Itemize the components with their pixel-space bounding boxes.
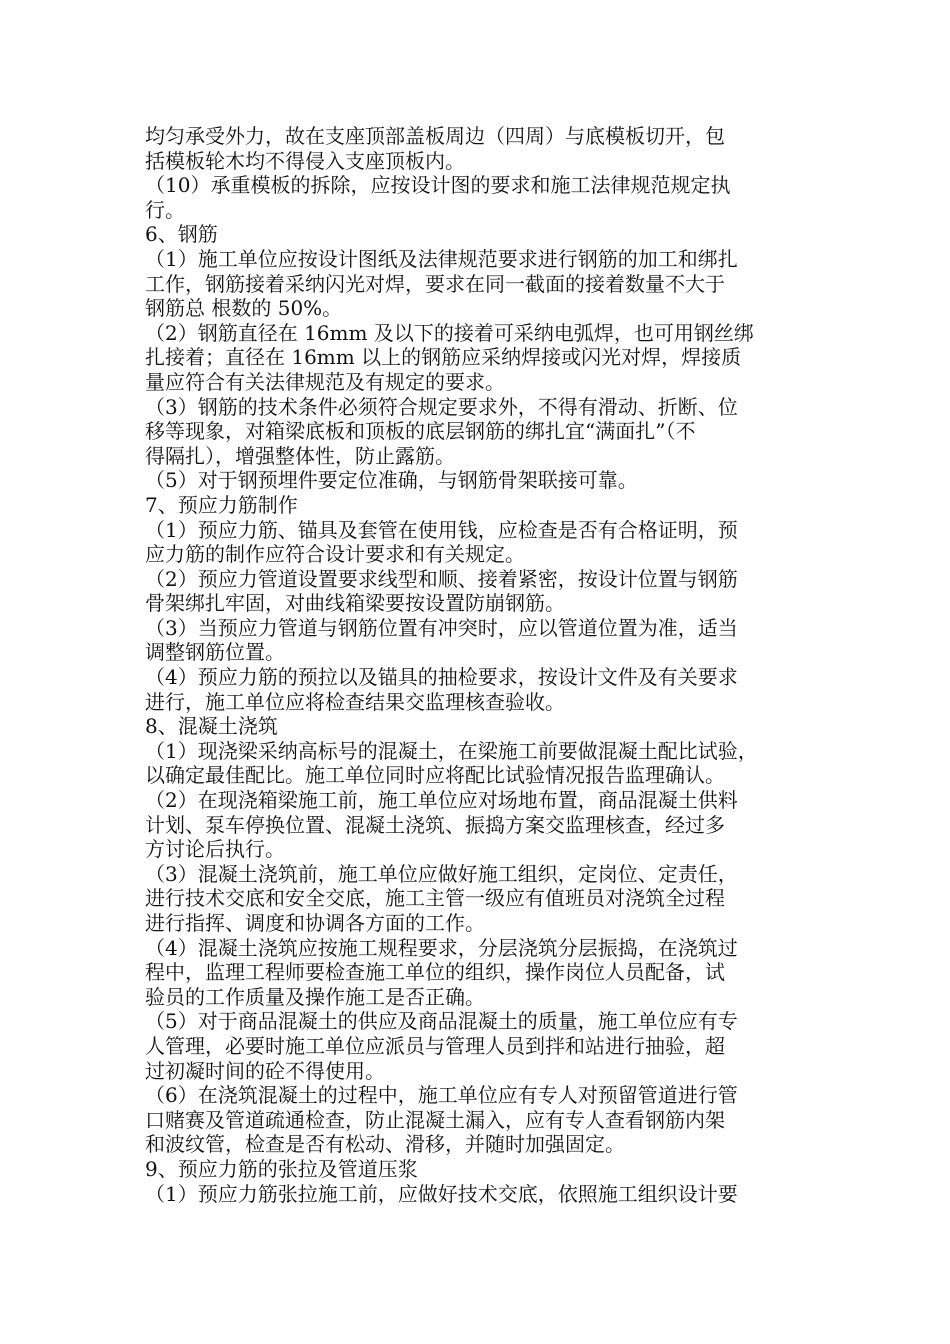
text-line: 扎接着；直径在 16mm 以上的钢筋应采纳焊接或闪光对焊，焊接质 [145, 345, 742, 370]
text-line: （1）施工单位应按设计图纸及法律规范要求进行钢筋的加工和绑扎 [145, 246, 738, 271]
text-line: 量应符合有关法律规范及有规定的要求。 [145, 369, 505, 394]
text-line: （1）预应力筋、锚具及套管在使用钱，应检查是否有合格证明，预 [145, 517, 738, 542]
text-line: 行。 [145, 197, 185, 222]
text-line: （1）现浇梁采纳高标号的混凝土，在梁施工前要做混凝土配比试验， [145, 738, 758, 763]
text-line: 和波纹管，检查是否有松动、滑移，并随时加强固定。 [145, 1132, 625, 1157]
text-line: （2）预应力管道设置要求线型和顺、接着紧密，按设计位置与钢筋 [145, 566, 738, 591]
text-line: 程中，监理工程师要检查施工单位的组织，操作岗位人员配备，试 [145, 960, 725, 985]
text-line: 计划、泵车停换位置、混凝土浇筑、振捣方案交监理核查，经过多 [145, 812, 725, 837]
text-line: 钢筋总 根数的 50%。 [145, 296, 343, 321]
text-line: （3）钢筋的技术条件必须符合规定要求外，不得有滑动、折断、位 [145, 394, 738, 419]
text-line: 过初凝时间的砼不得使用。 [145, 1058, 385, 1083]
text-line: 以确定最佳配比。施工单位同时应将配比试验情况报告监理确认。 [145, 763, 725, 788]
text-line: 验员的工作质量及操作施工是否正确。 [145, 984, 485, 1009]
text-line: （10）承重模板的拆除，应按设计图的要求和施工法律规范规定执 [145, 173, 731, 198]
text-line: 得隔扎），增强整体性，防止露筋。 [145, 443, 455, 468]
text-line: 进行指挥、调度和协调各方面的工作。 [145, 911, 485, 935]
section-heading: 6、钢筋 [145, 222, 218, 247]
text-line: （4）预应力筋的预拉以及锚具的抽检要求，按设计文件及有关要求 [145, 665, 738, 690]
text-line: 括模板轮木均不得侵入支座顶板内。 [145, 148, 465, 173]
section-heading: 7、预应力筋制作 [145, 492, 298, 517]
text-line: 人管理，必要时施工单位应派员与管理人员到拌和站进行抽验，超 [145, 1033, 725, 1058]
text-line: （3）混凝土浇筑前，施工单位应做好施工组织，定岗位、定责任， [145, 861, 738, 886]
text-line: （2）在现浇箱梁施工前，施工单位应对场地布置，商品混凝土供料 [145, 788, 738, 813]
text-line: 进行技术交底和安全交底，施工主管一级应有值班员对浇筑全过程 [145, 886, 725, 911]
text-line: 移等现象，对箱梁底板和顶板的底层钢筋的绑扎宜“满面扎”（不 [145, 419, 696, 444]
text-line: 工作，钢筋接着采纳闪光对焊，要求在同一截面的接着数量不大于 [145, 271, 725, 296]
text-line: 调整钢筋位置。 [145, 640, 285, 665]
text-line: 口赌赛及管道疏通检查，防止混凝土漏入，应有专人查看钢筋内架 [145, 1107, 725, 1132]
text-line: 进行，施工单位应将检查结果交监理核查验收。 [145, 689, 565, 714]
text-line: （6）在浇筑混凝土的过程中，施工单位应有专人对预留管道进行管 [145, 1083, 738, 1108]
text-line: 骨架绑扎牢固，对曲线箱梁要按设置防崩钢筋。 [145, 591, 565, 616]
text-line: （5）对于商品混凝土的供应及商品混凝土的质量，施工单位应有专 [145, 1009, 738, 1034]
text-line: （5）对于钢预埋件要定位准确，与钢筋骨架联接可靠。 [145, 468, 638, 493]
text-line: （4）混凝土浇筑应按施工规程要求，分层浇筑分层振捣，在浇筑过 [145, 935, 738, 960]
text-line: （3）当预应力管道与钢筋位置有冲突时，应以管道位置为准，适当 [145, 615, 738, 640]
text-line: （1）预应力筋张拉施工前，应做好技术交底，依照施工组织设计要 [145, 1181, 738, 1206]
document-body [145, 124, 825, 1206]
section-heading: 9、预应力筋的张拉及管道压浆 [145, 1156, 418, 1181]
text-line: （2）钢筋直径在 16mm 及以下的接着可采纳电弧焊，也可用钢丝绑 [145, 320, 754, 345]
text-line: 应力筋的制作应符合设计要求和有关规定。 [145, 542, 525, 567]
text-line: 均匀承受外力，故在支座顶部盖板周边（四周）与底模板切开，包 [145, 124, 725, 148]
section-heading: 8、混凝土浇筑 [145, 714, 278, 739]
text-line: 方讨论后执行。 [145, 837, 285, 862]
